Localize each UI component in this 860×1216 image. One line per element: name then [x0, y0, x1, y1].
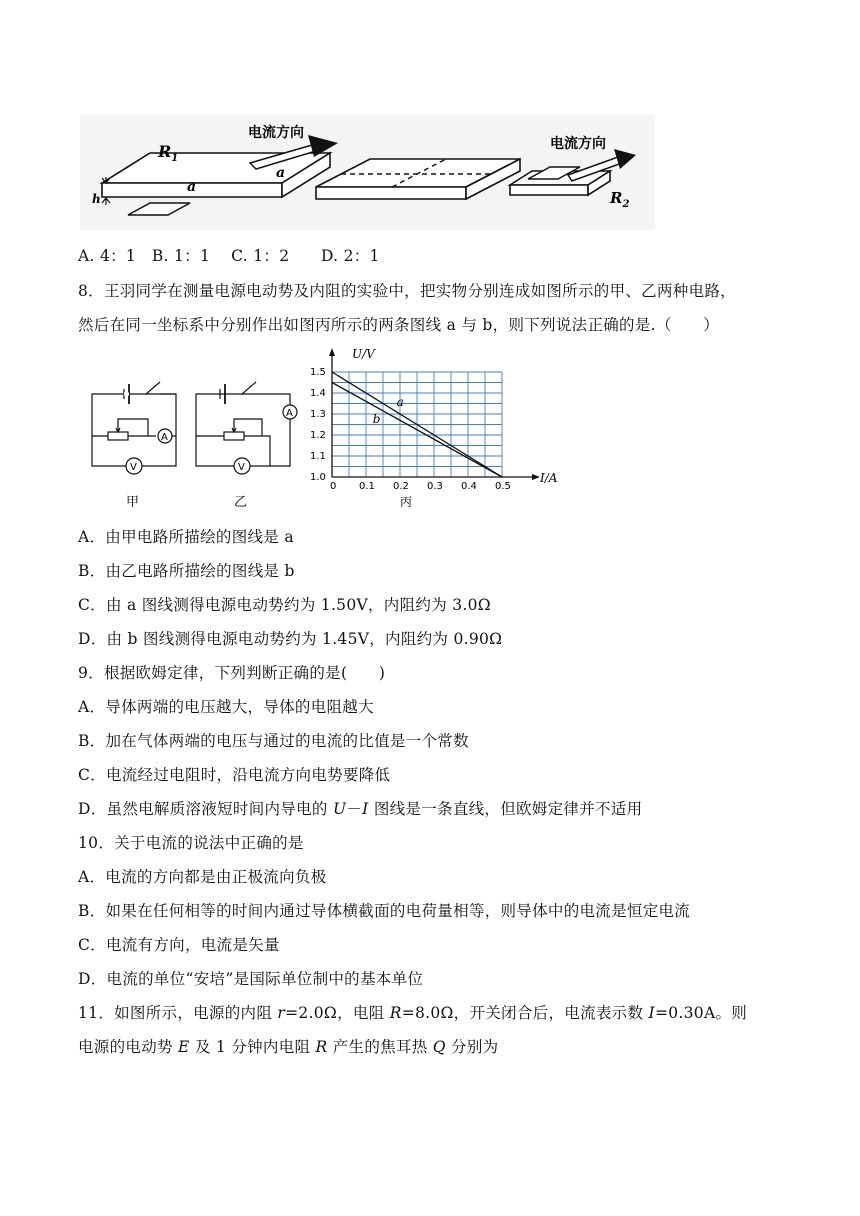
q11-line2 [78, 1036, 498, 1058]
label-bing: 丙 [400, 495, 413, 509]
conductor-slabs-figure [80, 115, 655, 230]
q11-l2d: 分别为 [445, 1038, 499, 1056]
q11-p2: =2.0Ω，电阻 [285, 1004, 390, 1022]
circuit-jia [86, 378, 186, 513]
jia-voltmeter: V [130, 462, 137, 473]
q10-option-d: D．电流的单位“安培”是国际单位制中的基本单位 [78, 970, 424, 988]
x-tick-label: 0.1 [359, 481, 375, 492]
q10-stem: 10．关于电流的说法中正确的是 [78, 834, 304, 852]
x-tick-label: 0.2 [393, 481, 409, 492]
q9-option-a: A．导体两端的电压越大，导体的电阻越大 [78, 698, 374, 716]
y-tick-label: 1.2 [310, 430, 326, 441]
q9-d-dash: － [346, 800, 363, 818]
q9-d-i: I [362, 800, 369, 818]
u-i-chart [306, 342, 576, 512]
y-tick-label: 1.5 [310, 367, 326, 378]
q9-option-b: B．加在气体两端的电压与通过的电流的比值是一个常数 [78, 732, 469, 750]
chart-ylabel: U/V [352, 347, 375, 361]
q11-I: I [648, 1004, 655, 1022]
yi-ammeter: A [286, 408, 293, 419]
series-label-a: a [396, 394, 404, 409]
q11-line1 [78, 1002, 747, 1024]
label-r1: $R_1$ [158, 142, 179, 164]
label-a-top: a [276, 165, 286, 181]
label-h: h [92, 192, 101, 206]
q11-l2a: 电源的电动势 [78, 1038, 179, 1056]
chart-xlabel: I/A [540, 471, 558, 485]
x-tick-label: 0.5 [495, 481, 511, 492]
q8-option-c: C．由 a 图线测得电源电动势约为 1.50V，内阻约为 3.0Ω [78, 596, 491, 614]
q10-option-b: B．如果在任何相等的时间内通过导体横截面的电荷量相等，则导体中的电流是恒定电流 [78, 902, 691, 920]
y-tick-label: 1.0 [310, 472, 326, 483]
label-r2: $R_2$ [610, 189, 630, 210]
x-tick-label: 0.3 [427, 481, 443, 492]
yi-voltmeter: V [238, 462, 245, 473]
q9-stem: 9．根据欧姆定律，下列判断正确的是( ) [78, 664, 386, 682]
q11-l2c: 产生的焦耳热 [327, 1038, 433, 1056]
q8-stem-line2: 然后在同一坐标系中分别作出如图丙所示的两条图线 a 与 b，则下列说法正确的是.（ ） [78, 316, 720, 334]
y-tick-label: 1.1 [310, 451, 326, 462]
x-axis-arrow [532, 474, 540, 480]
q11-r: r [277, 1004, 286, 1022]
circuit-yi [190, 378, 300, 513]
y-tick-label: 1.3 [310, 409, 326, 420]
q8-option-a: A．由甲电路所描绘的图线是 a [78, 528, 294, 546]
q9-option-c: C．电流经过电阻时，沿电流方向电势要降低 [78, 766, 391, 784]
q11-E: E [178, 1038, 190, 1056]
q11-l2b: 及 1 分钟内电阻 [189, 1038, 316, 1056]
label-yi: 乙 [234, 495, 248, 510]
jia-ammeter: A [161, 432, 168, 443]
y-axis-arrow [329, 348, 335, 356]
q11-p4: =0.30A。则 [654, 1004, 748, 1022]
x-tick-label: 0 [330, 481, 337, 492]
q11-R: R [389, 1004, 402, 1022]
q11-Q: Q [432, 1038, 446, 1056]
y-tick-label: 1.4 [310, 388, 326, 399]
q8-stem-line1: 8．王羽同学在测量电源电动势及内阻的实验中，把实物分别连成如图所示的甲、乙两种电路， [78, 282, 736, 300]
label-a-side: a [187, 179, 197, 195]
q11-R2: R [315, 1038, 328, 1056]
q8-option-d: D．由 b 图线测得电源电动势约为 1.45V，内阻约为 0.90Ω [78, 630, 503, 648]
q10-option-a: A．电流的方向都是由正极流向负极 [78, 868, 327, 886]
q9-d-prefix: D．虽然电解质溶液短时间内导电的 [78, 800, 333, 818]
q8-option-b: B．由乙电路所描绘的图线是 b [78, 562, 295, 580]
q9-d-suffix: 图线是一条直线，但欧姆定律并不适用 [368, 800, 643, 818]
q9-option-d [78, 798, 642, 820]
q11-p3: =8.0Ω，开关闭合后，电流表示数 [401, 1004, 649, 1022]
label-jia: 甲 [126, 495, 140, 510]
q10-option-c: C．电流有方向，电流是矢量 [78, 936, 280, 954]
chart-ticks [310, 367, 511, 492]
q9-d-u: U [332, 800, 347, 818]
q11-p1: 11．如图所示，电源的内阻 [78, 1004, 278, 1022]
q7-options: A. 4：1 B. 1：1 C. 1：2 D. 2：1 [78, 247, 380, 265]
label-dir1: 电流方向 [248, 125, 304, 141]
series-label-b: b [372, 412, 381, 427]
label-dir2: 电流方向 [550, 136, 606, 152]
x-tick-label: 0.4 [461, 481, 477, 492]
